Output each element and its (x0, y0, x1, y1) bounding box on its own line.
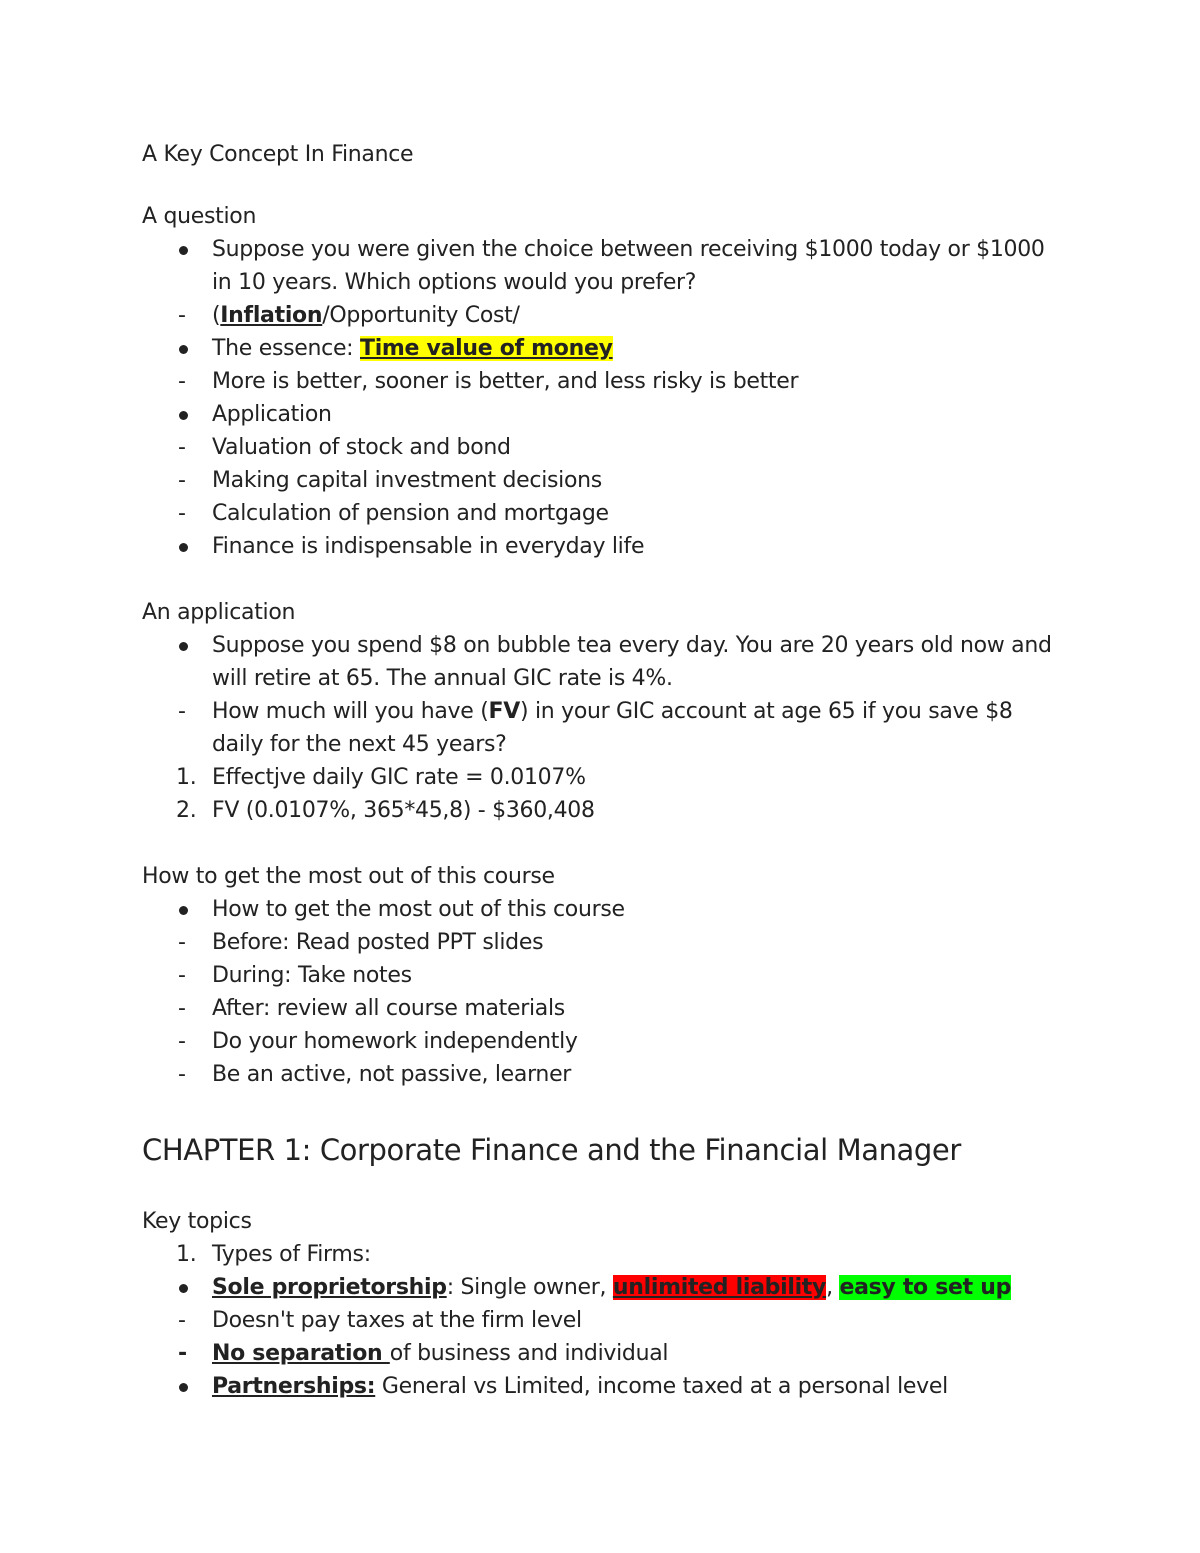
section-title-application: An application (142, 600, 296, 625)
dash-icon (142, 959, 212, 992)
dash-icon (142, 992, 212, 1025)
list-item: - Doesn't pay taxes at the firm level (142, 1304, 1062, 1337)
sole-proprietorship-term: Sole proprietorship (212, 1275, 447, 1300)
list-item: - Making capital investment decisions (142, 464, 1062, 497)
subsection-title-key-topics: Key topics (142, 1209, 252, 1234)
easy-setup-highlight: easy to set up (839, 1275, 1012, 1300)
list-item: - Calculation of pension and mortgage (142, 497, 1062, 530)
list-item: Finance is indispensable in everyday life (142, 530, 1062, 563)
dash-icon (142, 1025, 212, 1058)
list-item: Suppose you spend $8 on bubble tea every day. You are 20 years old now and will retire at 65. The annual GIC rate is 4%. (142, 629, 1062, 695)
list-item: - During: Take notes (142, 959, 1062, 992)
dash-icon (142, 926, 212, 959)
list-item: Application (142, 398, 1062, 431)
list-item: How to get the most out of this course (142, 893, 1062, 926)
bullet-icon (142, 398, 212, 431)
bullet-icon (142, 1370, 212, 1403)
section-title-key-concept: A Key Concept In Finance (142, 142, 414, 167)
dash-icon (142, 299, 212, 332)
dash-icon (142, 695, 212, 728)
list-item: - Be an active, not passive, learner (142, 1058, 1062, 1091)
list-item: Sole proprietorship: Single owner, unlimited liability, easy to set up (142, 1271, 1062, 1304)
bullet-icon (142, 530, 212, 563)
time-value-highlight: Time value of money (359, 336, 613, 361)
section-title-course: How to get the most out of this course (142, 864, 555, 889)
list-number: 1. (176, 765, 197, 790)
dash-icon (142, 431, 212, 464)
list-item: - More is better, sooner is better, and less risky is better (142, 365, 1062, 398)
list-item: Partnerships: General vs Limited, income taxed at a personal level (142, 1370, 1062, 1403)
partnerships-term: Partnerships: (212, 1374, 376, 1399)
no-separation-term: No separation (212, 1341, 390, 1366)
unlimited-liability-highlight: unlimited liability (612, 1275, 827, 1300)
bullet-icon (142, 629, 212, 662)
list-item: - How much will you have (FV) in your GIC account at age 65 if you save $8 daily for the next 45 years? (142, 695, 1062, 761)
list-number: 2. (176, 798, 197, 823)
list-item: 1. Effectjve daily GIC rate = 0.0107% (142, 761, 1062, 794)
inflation-term: Inflation (220, 303, 323, 328)
bullet-icon (142, 233, 212, 266)
dash-icon (142, 497, 212, 530)
fv-term: FV (488, 699, 520, 724)
list-item: - Valuation of stock and bond (142, 431, 1062, 464)
dash-icon (142, 1337, 212, 1370)
bullet-icon (142, 332, 212, 365)
document-page (142, 138, 1062, 1403)
dash-icon (142, 464, 212, 497)
list-item: 1. Types of Firms: (142, 1238, 1062, 1271)
dash-icon (142, 1304, 212, 1337)
dash-icon (142, 365, 212, 398)
list-item: - Before: Read posted PPT slides (142, 926, 1062, 959)
list-item: - Do your homework independently (142, 1025, 1062, 1058)
list-item: - (Inflation/Opportunity Cost/ (142, 299, 1062, 332)
list-number: 1. (176, 1242, 197, 1267)
list-item: - No separation of business and individual (142, 1337, 1062, 1370)
list-item: - After: review all course materials (142, 992, 1062, 1025)
dash-icon (142, 1058, 212, 1091)
list-item: 2. FV (0.0107%, 365*45,8) - $360,408 (142, 794, 1062, 827)
bullet-icon (142, 1271, 212, 1304)
subsection-title-question: A question (142, 204, 257, 229)
bullet-icon (142, 893, 212, 926)
list-item: Suppose you were given the choice between receiving $1000 today or $1000 in 10 years. Which options would you prefer? (142, 233, 1062, 299)
chapter-title: CHAPTER 1: Corporate Finance and the Financial Manager (142, 1133, 961, 1167)
list-item: The essence: Time value of money (142, 332, 1062, 365)
